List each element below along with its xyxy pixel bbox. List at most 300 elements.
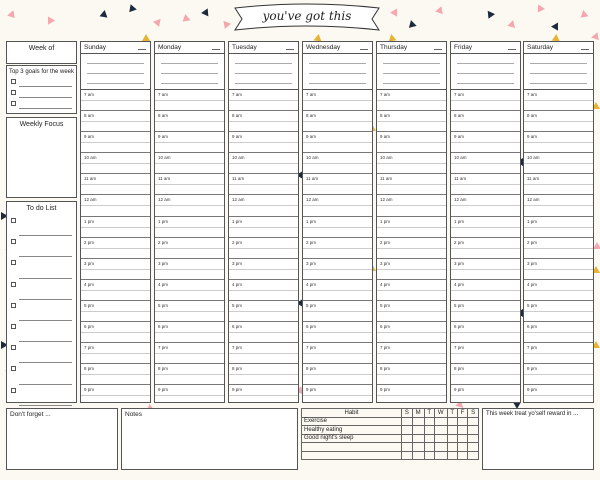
habit-check-cell[interactable] <box>468 426 479 435</box>
half-hour-line <box>155 184 224 185</box>
time-slot[interactable] <box>229 301 298 322</box>
half-hour-line <box>155 311 224 312</box>
time-slot[interactable] <box>303 217 372 238</box>
habit-check-cell[interactable] <box>402 417 413 426</box>
week-of-box[interactable] <box>6 41 77 64</box>
habit-name[interactable] <box>302 451 402 460</box>
habit-check-cell[interactable] <box>468 451 479 460</box>
time-label: 7 pm <box>232 345 243 351</box>
time-slot[interactable] <box>524 301 593 322</box>
time-slot[interactable] <box>303 195 372 216</box>
confetti-triangle <box>45 15 55 25</box>
habit-check-cell[interactable] <box>468 417 479 426</box>
half-hour-line <box>524 332 593 333</box>
time-slot[interactable] <box>524 174 593 195</box>
checkbox[interactable] <box>11 239 16 244</box>
half-hour-line <box>229 290 298 291</box>
half-hour-line <box>451 248 520 249</box>
write-line[interactable] <box>19 341 72 342</box>
confetti-triangle <box>507 19 517 28</box>
todo-list <box>7 216 76 407</box>
time-slot[interactable] <box>81 153 150 174</box>
half-hour-line <box>377 332 446 333</box>
habit-check-cell[interactable] <box>447 451 457 460</box>
habit-check-cell[interactable] <box>447 443 457 452</box>
time-slot[interactable] <box>524 217 593 238</box>
time-label: 11 am <box>232 176 245 182</box>
habit-check-cell[interactable] <box>434 451 447 460</box>
time-slot[interactable] <box>81 195 150 216</box>
time-slot[interactable] <box>303 132 372 153</box>
time-label: 8 pm <box>232 366 243 372</box>
time-slot[interactable] <box>155 385 224 406</box>
time-slot[interactable] <box>377 217 446 238</box>
time-slot[interactable] <box>303 174 372 195</box>
time-slot[interactable] <box>81 301 150 322</box>
time-slot[interactable] <box>377 280 446 301</box>
half-hour-line <box>81 184 150 185</box>
date-line[interactable] <box>212 49 220 50</box>
time-slot[interactable] <box>155 280 224 301</box>
time-slot[interactable] <box>155 343 224 364</box>
time-slot[interactable] <box>377 111 446 132</box>
day-column-saturday <box>523 41 594 403</box>
time-slot[interactable] <box>451 111 520 132</box>
time-label: 10 am <box>306 155 319 161</box>
time-slot[interactable] <box>229 280 298 301</box>
time-slot[interactable] <box>229 217 298 238</box>
date-line[interactable] <box>138 49 146 50</box>
checkbox[interactable] <box>11 79 16 84</box>
habit-day-header: S <box>402 409 413 418</box>
half-hour-line <box>377 205 446 206</box>
date-line[interactable] <box>286 49 294 50</box>
time-slot[interactable] <box>303 238 372 259</box>
note-line <box>309 63 366 64</box>
day-column-thursday <box>376 41 447 403</box>
half-hour-line <box>81 395 150 396</box>
time-slot[interactable] <box>155 132 224 153</box>
confetti-triangle <box>127 3 137 12</box>
habit-check-cell[interactable] <box>424 434 434 443</box>
time-label: 6 pm <box>380 324 391 330</box>
confetti-triangle <box>535 3 545 13</box>
habit-check-cell[interactable] <box>424 417 434 426</box>
time-label: 9 am <box>380 134 391 140</box>
date-line[interactable] <box>434 49 442 50</box>
time-slot[interactable] <box>377 195 446 216</box>
half-hour-line <box>155 332 224 333</box>
time-slot[interactable] <box>303 385 372 406</box>
habit-check-cell[interactable] <box>412 434 424 443</box>
time-slot[interactable] <box>303 301 372 322</box>
habit-check-cell[interactable] <box>447 417 457 426</box>
time-slot[interactable] <box>229 259 298 280</box>
time-slot[interactable] <box>155 364 224 385</box>
half-hour-line <box>155 374 224 375</box>
habit-check-cell[interactable] <box>468 443 479 452</box>
habit-check-cell[interactable] <box>447 426 457 435</box>
habit-check-cell[interactable] <box>402 426 413 435</box>
time-slot[interactable] <box>451 238 520 259</box>
time-slot[interactable] <box>81 132 150 153</box>
time-label: 6 pm <box>232 324 243 330</box>
time-label: 4 pm <box>380 281 391 287</box>
habit-name[interactable]: Good night's sleep <box>302 434 402 443</box>
time-slot[interactable] <box>229 364 298 385</box>
half-hour-line <box>229 142 298 143</box>
time-slot[interactable] <box>303 280 372 301</box>
habit-row <box>302 417 479 426</box>
time-label: 1 pm <box>232 218 243 224</box>
time-slot[interactable] <box>81 217 150 238</box>
half-hour-line <box>451 184 520 185</box>
time-slot[interactable] <box>377 132 446 153</box>
time-slot[interactable] <box>451 174 520 195</box>
half-hour-line <box>303 227 372 228</box>
time-slot[interactable] <box>303 343 372 364</box>
date-line[interactable] <box>508 49 516 50</box>
habit-check-cell[interactable] <box>457 434 467 443</box>
time-label: 6 pm <box>454 324 465 330</box>
confetti-triangle <box>153 16 164 27</box>
day-column-monday <box>154 41 225 403</box>
day-notes[interactable] <box>377 54 446 90</box>
time-slot[interactable] <box>377 385 446 406</box>
write-line[interactable] <box>19 384 72 385</box>
half-hour-line <box>451 121 520 122</box>
time-slot[interactable] <box>524 90 593 111</box>
checklist-item <box>7 77 76 88</box>
habit-day-header: T <box>447 409 457 418</box>
time-slot[interactable] <box>524 322 593 343</box>
checkbox[interactable] <box>11 388 16 393</box>
time-slot[interactable] <box>81 385 150 406</box>
checklist-item <box>7 343 76 364</box>
half-hour-line <box>155 248 224 249</box>
time-slot[interactable] <box>229 111 298 132</box>
time-slot[interactable] <box>451 322 520 343</box>
time-label: 3 pm <box>232 260 243 266</box>
time-slot[interactable] <box>451 280 520 301</box>
half-hour-line <box>229 121 298 122</box>
day-header <box>155 42 224 54</box>
habit-check-cell[interactable] <box>424 451 434 460</box>
habit-check-cell[interactable] <box>412 451 424 460</box>
time-slot[interactable] <box>524 195 593 216</box>
time-slot[interactable] <box>303 153 372 174</box>
habit-check-cell[interactable] <box>402 434 413 443</box>
time-slot[interactable] <box>229 174 298 195</box>
half-hour-line <box>303 248 372 249</box>
time-label: 11 am <box>454 176 467 182</box>
habit-check-cell[interactable] <box>412 443 424 452</box>
time-slot[interactable] <box>451 153 520 174</box>
time-slot[interactable] <box>229 385 298 406</box>
time-slot[interactable] <box>377 364 446 385</box>
time-slot[interactable] <box>377 259 446 280</box>
motivation-banner <box>232 2 382 36</box>
time-slot[interactable] <box>81 259 150 280</box>
time-slot[interactable] <box>451 259 520 280</box>
day-name: Tuesday <box>232 44 257 51</box>
time-label: 1 pm <box>84 218 95 224</box>
time-label: 9 am <box>527 134 538 140</box>
time-label: 9 pm <box>454 387 465 393</box>
time-slot[interactable] <box>303 111 372 132</box>
checklist-item <box>7 88 76 99</box>
time-slot[interactable] <box>377 301 446 322</box>
time-slot[interactable] <box>229 322 298 343</box>
day-notes[interactable] <box>229 54 298 90</box>
write-line[interactable] <box>19 97 72 98</box>
habit-check-cell[interactable] <box>457 417 467 426</box>
habit-check-cell[interactable] <box>402 451 413 460</box>
time-slot[interactable] <box>155 238 224 259</box>
time-slot[interactable] <box>155 322 224 343</box>
habit-check-cell[interactable] <box>434 434 447 443</box>
time-slot[interactable] <box>524 343 593 364</box>
time-slot[interactable] <box>155 217 224 238</box>
day-notes[interactable] <box>524 54 593 90</box>
time-slot[interactable] <box>451 301 520 322</box>
half-hour-line <box>229 269 298 270</box>
time-slot[interactable] <box>451 364 520 385</box>
habit-name[interactable] <box>302 443 402 452</box>
time-label: 9 am <box>158 134 169 140</box>
half-hour-line <box>524 248 593 249</box>
time-slot[interactable] <box>303 364 372 385</box>
weekly-focus-box[interactable] <box>6 117 77 198</box>
note-line <box>383 63 440 64</box>
time-slot[interactable] <box>81 238 150 259</box>
time-label: 10 am <box>158 155 171 161</box>
time-label: 9 pm <box>380 387 391 393</box>
habit-check-cell[interactable] <box>434 443 447 452</box>
time-slot[interactable] <box>81 364 150 385</box>
habit-check-cell[interactable] <box>424 426 434 435</box>
time-slot[interactable] <box>524 259 593 280</box>
time-label: 10 am <box>454 155 467 161</box>
checkbox[interactable] <box>11 324 16 329</box>
time-slot[interactable] <box>229 343 298 364</box>
habit-check-cell[interactable] <box>468 434 479 443</box>
note-line <box>530 83 587 84</box>
half-hour-line <box>524 163 593 164</box>
time-slot[interactable] <box>451 90 520 111</box>
time-slot[interactable] <box>229 132 298 153</box>
time-slot[interactable] <box>229 90 298 111</box>
note-line <box>383 73 440 74</box>
time-slot[interactable] <box>377 238 446 259</box>
time-label: 7 pm <box>380 345 391 351</box>
time-slot[interactable] <box>155 301 224 322</box>
write-line[interactable] <box>19 256 72 257</box>
date-line[interactable] <box>360 49 368 50</box>
time-label: 8 pm <box>158 366 169 372</box>
day-notes[interactable] <box>155 54 224 90</box>
time-slot[interactable] <box>451 132 520 153</box>
habit-name[interactable]: Healthy eating <box>302 426 402 435</box>
confetti-triangle <box>593 242 600 249</box>
day-name: Thursday <box>380 44 408 51</box>
habit-check-cell[interactable] <box>457 451 467 460</box>
time-slot[interactable] <box>524 153 593 174</box>
half-hour-line <box>524 184 593 185</box>
notes-box[interactable] <box>121 408 298 470</box>
time-slot[interactable] <box>303 259 372 280</box>
day-notes[interactable] <box>451 54 520 90</box>
half-hour-line <box>303 311 372 312</box>
time-slot[interactable] <box>524 280 593 301</box>
time-slot[interactable] <box>229 238 298 259</box>
time-slot[interactable] <box>155 90 224 111</box>
time-label: 9 pm <box>232 387 243 393</box>
time-slot[interactable] <box>377 90 446 111</box>
checkbox[interactable] <box>11 345 16 350</box>
day-notes[interactable] <box>81 54 150 90</box>
habit-check-cell[interactable] <box>402 443 413 452</box>
habit-name[interactable]: Exercise <box>302 417 402 426</box>
half-hour-line <box>81 269 150 270</box>
checklist-item <box>7 301 76 322</box>
write-line[interactable] <box>19 278 72 279</box>
half-hour-line <box>303 290 372 291</box>
dont-forget-box[interactable] <box>6 408 118 470</box>
half-hour-line <box>377 395 446 396</box>
write-line[interactable] <box>19 362 72 363</box>
write-line[interactable] <box>19 108 72 109</box>
time-label: 4 pm <box>84 281 95 287</box>
habit-row <box>302 443 479 452</box>
time-slot[interactable] <box>451 385 520 406</box>
checkbox[interactable] <box>11 282 16 287</box>
day-name: Saturday <box>527 44 554 51</box>
note-line <box>309 83 366 84</box>
time-slot[interactable] <box>155 153 224 174</box>
week-of-label: Week of <box>28 45 55 52</box>
habit-check-cell[interactable] <box>457 443 467 452</box>
habit-check-cell[interactable] <box>412 417 424 426</box>
checkbox[interactable] <box>11 90 16 95</box>
time-slot[interactable] <box>81 90 150 111</box>
half-hour-line <box>451 332 520 333</box>
write-line[interactable] <box>19 405 72 406</box>
habit-check-cell[interactable] <box>434 417 447 426</box>
time-slot[interactable] <box>524 111 593 132</box>
time-slot[interactable] <box>303 90 372 111</box>
checklist-item <box>7 258 76 279</box>
time-slot[interactable] <box>229 195 298 216</box>
write-line[interactable] <box>19 86 72 87</box>
time-slot[interactable] <box>81 111 150 132</box>
half-hour-line <box>451 205 520 206</box>
time-slot[interactable] <box>155 111 224 132</box>
half-hour-line <box>377 100 446 101</box>
half-hour-line <box>81 311 150 312</box>
checklist-item <box>7 364 76 385</box>
time-label: 1 pm <box>380 218 391 224</box>
time-slot[interactable] <box>229 153 298 174</box>
time-slot[interactable] <box>377 343 446 364</box>
write-line[interactable] <box>19 235 72 236</box>
time-slot[interactable] <box>451 195 520 216</box>
habit-check-cell[interactable] <box>447 434 457 443</box>
date-line[interactable] <box>581 49 589 50</box>
time-slot[interactable] <box>81 343 150 364</box>
half-hour-line <box>229 374 298 375</box>
time-slot[interactable] <box>303 322 372 343</box>
time-label: 9 am <box>84 134 95 140</box>
checklist-item <box>7 322 76 343</box>
time-label: 12 am <box>306 197 319 203</box>
time-slot[interactable] <box>377 153 446 174</box>
habit-check-cell[interactable] <box>424 443 434 452</box>
time-slot[interactable] <box>524 132 593 153</box>
half-hour-line <box>451 100 520 101</box>
note-line <box>161 63 218 64</box>
habit-check-cell[interactable] <box>457 426 467 435</box>
time-label: 12 am <box>380 197 393 203</box>
checkbox[interactable] <box>11 218 16 223</box>
time-label: 6 pm <box>306 324 317 330</box>
checkbox[interactable] <box>11 303 16 308</box>
time-slot[interactable] <box>81 280 150 301</box>
half-hour-line <box>303 100 372 101</box>
habit-check-cell[interactable] <box>434 426 447 435</box>
time-slot[interactable] <box>155 174 224 195</box>
time-label: 7 am <box>306 92 317 97</box>
confetti-triangle <box>591 31 600 40</box>
habit-check-cell[interactable] <box>412 426 424 435</box>
time-slot[interactable] <box>81 174 150 195</box>
day-notes[interactable] <box>303 54 372 90</box>
treat-box[interactable] <box>482 408 594 470</box>
checkbox[interactable] <box>11 366 16 371</box>
half-hour-line <box>524 290 593 291</box>
confetti-triangle <box>390 7 400 17</box>
half-hour-line <box>451 163 520 164</box>
half-hour-line <box>524 121 593 122</box>
half-hour-line <box>229 311 298 312</box>
time-slot[interactable] <box>155 195 224 216</box>
half-hour-line <box>155 227 224 228</box>
time-slot[interactable] <box>155 259 224 280</box>
time-label: 3 pm <box>380 260 391 266</box>
time-slot[interactable] <box>377 322 446 343</box>
checkbox[interactable] <box>11 260 16 265</box>
half-hour-line <box>81 121 150 122</box>
write-line[interactable] <box>19 299 72 300</box>
time-label: 1 pm <box>306 218 317 224</box>
time-slot[interactable] <box>451 217 520 238</box>
time-slot[interactable] <box>81 322 150 343</box>
checkbox[interactable] <box>11 101 16 106</box>
half-hour-line <box>229 184 298 185</box>
half-hour-line <box>524 227 593 228</box>
habit-tracker <box>301 408 479 470</box>
time-label: 4 pm <box>158 281 169 287</box>
time-slot[interactable] <box>524 238 593 259</box>
day-header <box>451 42 520 54</box>
time-slot[interactable] <box>451 343 520 364</box>
time-label: 10 am <box>84 155 97 161</box>
time-slot[interactable] <box>524 364 593 385</box>
time-slot[interactable] <box>377 174 446 195</box>
write-line[interactable] <box>19 320 72 321</box>
time-slot[interactable] <box>524 385 593 406</box>
note-line <box>161 83 218 84</box>
